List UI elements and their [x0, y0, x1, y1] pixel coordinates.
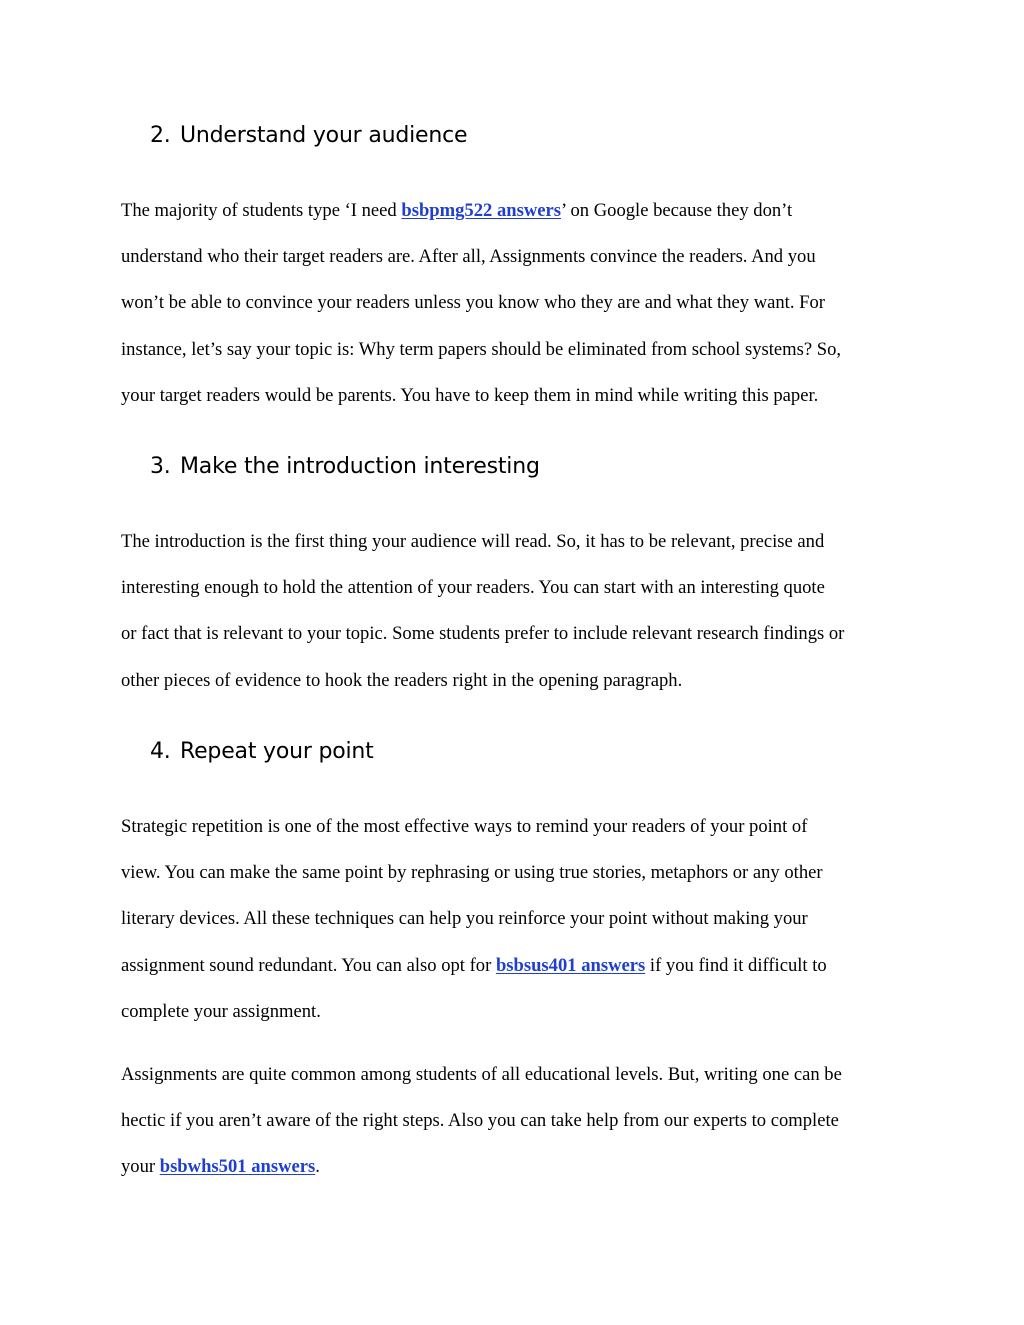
section-title: Understand your audience — [180, 123, 468, 148]
paragraph-line: won’t be able to convince your readers unless you know who they are and what they want. For — [121, 292, 825, 314]
paragraph-repeat-point — [121, 804, 911, 1035]
paragraph-line: interesting enough to hold the attention of your readers. You can start with an interesting quote — [121, 577, 825, 599]
paragraph-line: Strategic repetition is one of the most effective ways to remind your readers of your point of — [121, 816, 808, 837]
paragraph-line — [121, 188, 911, 234]
paragraph-closing — [121, 1052, 911, 1191]
section-heading-repeat-point — [150, 739, 374, 764]
paragraph-line: view. You can make the same point by rephrasing or using true stories, metaphors or any other — [121, 862, 823, 884]
paragraph-line: Assignments are quite common among students of all educational levels. But, writing one can be — [121, 1064, 842, 1085]
paragraph-introduction — [121, 519, 911, 704]
paragraph-line: understand who their target readers are. After all, Assignments convince the readers. And you — [121, 246, 816, 268]
paragraph-line: The introduction is the first thing your audience will read. So, it has to be relevant, precise and — [121, 531, 825, 552]
paragraph-line: other pieces of evidence to hook the readers right in the opening paragraph. — [121, 669, 683, 691]
paragraph-line: instance, let’s say your topic is: Why term papers should be eliminated from school systems? So, — [121, 338, 842, 360]
section-heading-introduction — [150, 454, 540, 479]
text-span: your — [121, 1156, 160, 1178]
section-title: Make the introduction interesting — [180, 454, 540, 479]
paragraph-line: complete your assignment. — [121, 1000, 321, 1022]
paragraph-line: your target readers would be parents. You have to keep them in mind while writing this paper. — [121, 384, 819, 406]
link-bsbsus401-answers[interactable]: bsbsus401 answers — [495, 954, 646, 976]
section-number: 2. — [150, 123, 171, 148]
paragraph-line — [121, 1144, 911, 1190]
text-span: if you find it difficult to — [645, 954, 827, 976]
section-number: 4. — [150, 739, 171, 764]
paragraph-understand-audience — [121, 188, 911, 419]
text-span: . — [315, 1156, 320, 1178]
paragraph-line: or fact that is relevant to your topic. Some students prefer to include relevant research findings or — [121, 623, 845, 645]
section-number: 3. — [150, 454, 171, 479]
text-span: assignment sound redundant. You can also opt for — [121, 954, 496, 976]
paragraph-line — [121, 943, 911, 989]
paragraph-line: literary devices. All these techniques can help you reinforce your point without making your — [121, 908, 808, 930]
paragraph-line: hectic if you aren’t aware of the right steps. Also you can take help from our experts to complete — [121, 1110, 839, 1132]
text-span: The majority of students type ‘I need — [121, 200, 402, 221]
section-title: Repeat your point — [180, 739, 374, 764]
section-heading-understand-audience — [150, 123, 467, 148]
text-span: ’ on Google because they don’t — [561, 200, 793, 221]
link-bsbwhs501-answers[interactable]: bsbwhs501 answers — [159, 1156, 316, 1178]
link-bsbpmg522-answers[interactable]: bsbpmg522 answers — [401, 200, 562, 221]
